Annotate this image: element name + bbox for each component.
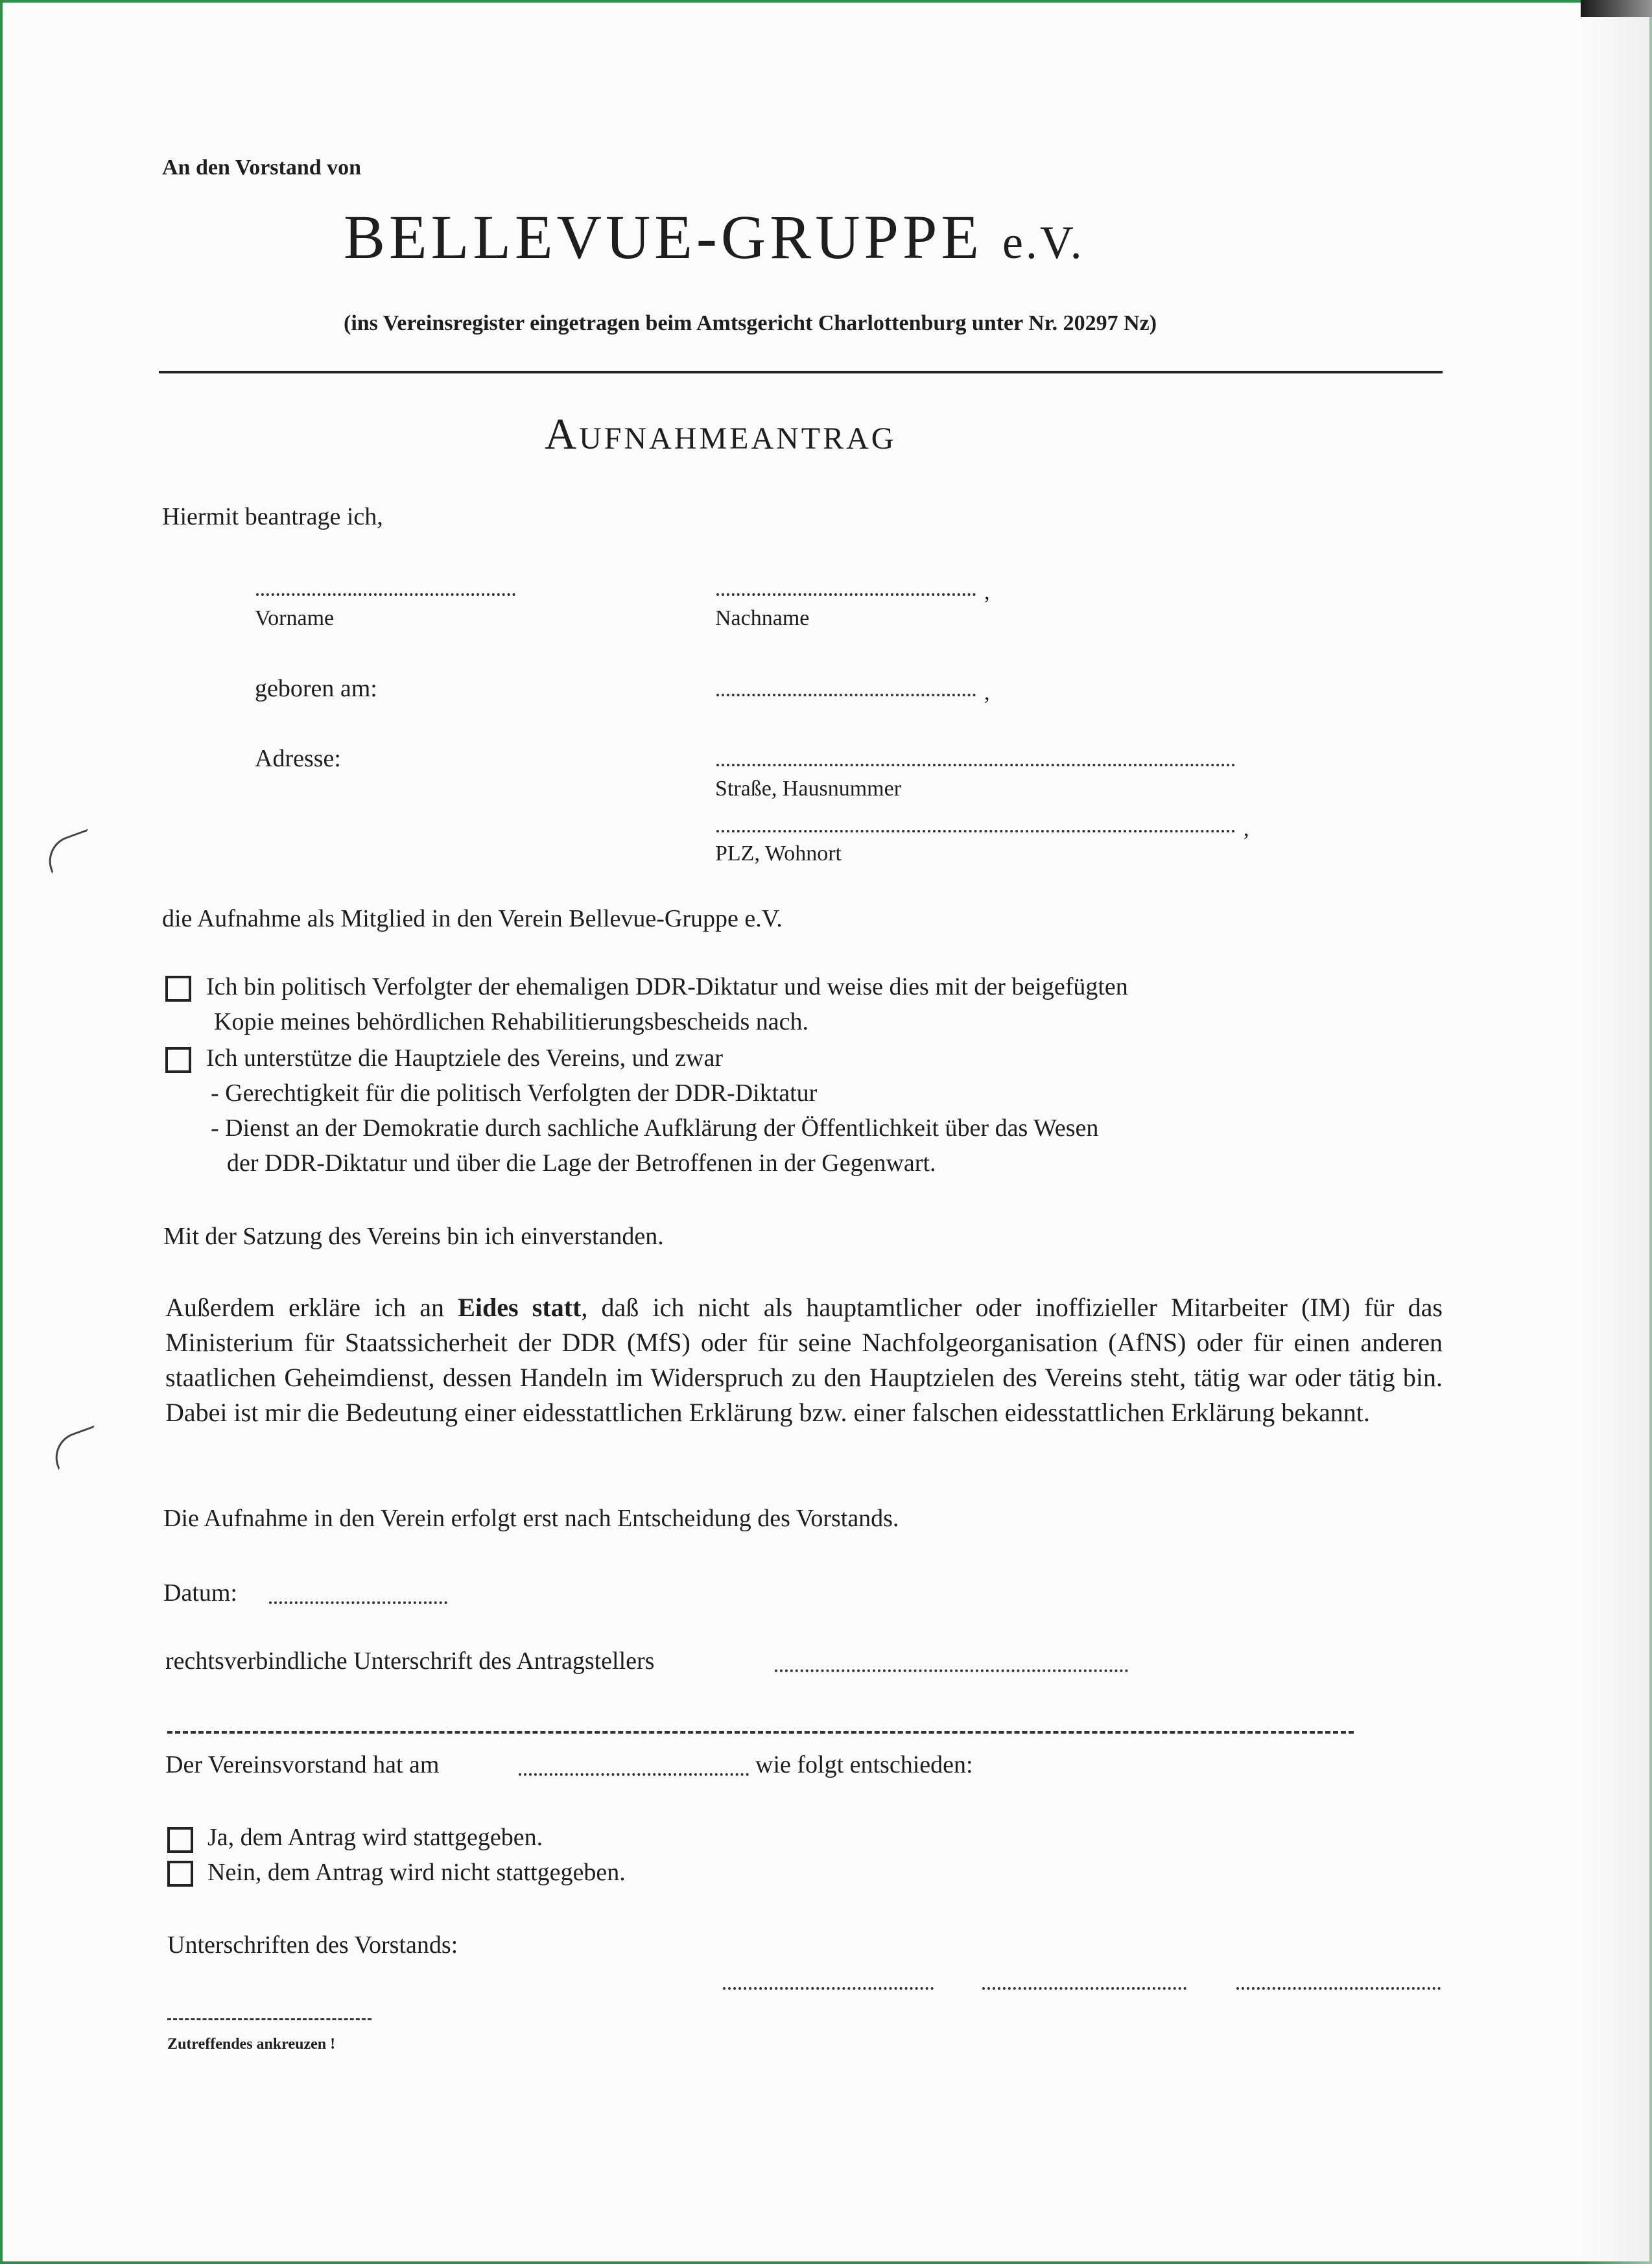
datum-label: Datum: <box>163 1579 237 1607</box>
header-divider <box>159 371 1443 373</box>
checkbox-politisch-verfolgt[interactable] <box>165 976 191 1002</box>
option1-line2: Kopie meines behördlichen Rehabilitierungsbescheids nach. <box>214 1008 809 1035</box>
org-name: BELLEVUE-GRUPPE <box>344 202 983 272</box>
checkbox-unterstuetzer[interactable] <box>165 1047 191 1073</box>
yes-option-label: Ja, dem Antrag wird stattgegeben. <box>207 1824 543 1851</box>
option2-bullet2-line1: - Dienst an der Demokratie durch sachliche Aufklärung der Öffentlichkeit über das Wesen <box>211 1114 1099 1142</box>
board-date-input[interactable] <box>519 1773 749 1776</box>
statute-agreement: Mit der Satzung des Vereins bin ich einverstanden. <box>163 1223 664 1250</box>
geburtsdatum-input[interactable] <box>716 694 976 696</box>
form-title: Aufnahmeantrag <box>545 409 897 458</box>
board-signature-2[interactable] <box>982 1987 1186 1990</box>
footnote: Zutreffendes ankreuzen ! <box>167 2036 336 2053</box>
intro-text: Hiermit beantrage ich, <box>162 503 383 530</box>
oath-rest: , daß ich nicht als hauptamtlicher oder inoffizieller Mitarbeiter (IM) für das Ministerium für Staatssicherheit der DDR (MfS) oder für seine Nachfolgeorganisation (AfNS) oder für einen anderen staatlichen Geheimdienst, dessen Handeln im Widerspruch zu den Hauptzielen des Vereins steht, tätig war oder tätig bin. Dabei ist mir die Bedeutung einer eidesstattlichen Erklärung bzw. einer falschen eidesstattlichen Erklärung bekannt. <box>165 1293 1443 1427</box>
strasse-input[interactable] <box>716 764 1235 766</box>
option2-line1: Ich unterstütze die Hauptziele des Vereins, und zwar <box>206 1044 723 1072</box>
punch-hole-mark-top <box>41 829 98 873</box>
plz-wohnort-input[interactable] <box>716 830 1235 832</box>
strasse-label: Straße, Hausnummer <box>715 777 902 801</box>
plz-label: PLZ, Wohnort <box>715 842 842 866</box>
scan-corner-mark <box>1581 0 1652 17</box>
oath-bold: Eides statt <box>458 1293 582 1322</box>
board-decided-suffix: wie folgt entschieden: <box>755 1751 973 1778</box>
footnote-divider <box>167 2018 372 2020</box>
recipient-line: An den Vorstand von <box>162 156 362 180</box>
checkbox-ja[interactable] <box>167 1827 193 1853</box>
membership-sentence: die Aufnahme als Mitglied in den Verein Bellevue-Gruppe e.V. <box>162 905 783 932</box>
option2-bullet1: - Gerechtigkeit für die politisch Verfolgten der DDR-Diktatur <box>211 1079 818 1107</box>
geboren-label: geboren am: <box>255 675 377 702</box>
option1-line1: Ich bin politisch Verfolgter der ehemaligen DDR-Diktatur und weise dies mit der beigefügten <box>206 973 1128 1000</box>
decision-note: Die Aufnahme in den Verein erfolgt erst nach Entscheidung des Vorstands. <box>163 1505 899 1532</box>
checkbox-nein[interactable] <box>167 1861 193 1887</box>
nachname-label: Nachname <box>715 606 810 630</box>
section-divider <box>167 1731 1354 1734</box>
board-signatures-label: Unterschriften des Vorstands: <box>167 1931 458 1959</box>
org-title <box>344 201 1085 273</box>
no-option-label: Nein, dem Antrag wird nicht stattgegeben. <box>207 1859 626 1886</box>
board-decided-prefix: Der Vereinsvorstand hat am <box>165 1751 440 1778</box>
datum-input[interactable] <box>269 1601 447 1604</box>
vorname-input[interactable] <box>256 593 515 596</box>
oath-prefix: Außerdem erkläre ich an <box>165 1293 458 1322</box>
board-signature-1[interactable] <box>723 1987 934 1990</box>
nachname-comma: , <box>984 580 990 604</box>
oath-paragraph <box>165 1290 1443 1430</box>
plz-comma: , <box>1244 817 1249 841</box>
signature-label: rechtsverbindliche Unterschrift des Antragstellers <box>165 1647 655 1675</box>
punch-hole-mark-bottom <box>48 1425 104 1470</box>
vorname-label: Vorname <box>255 606 335 630</box>
geboren-comma: , <box>984 681 990 705</box>
registry-note: (ins Vereinsregister eingetragen beim Amtsgericht Charlottenburg unter Nr. 20297 Nz) <box>344 311 1157 335</box>
adresse-label: Adresse: <box>255 745 341 772</box>
board-signature-3[interactable] <box>1236 1987 1441 1990</box>
signature-input[interactable] <box>775 1669 1128 1672</box>
nachname-input[interactable] <box>716 593 976 596</box>
org-suffix: e.V. <box>1002 217 1085 268</box>
option2-bullet2-line2: der DDR-Diktatur und über die Lage der Betroffenen in der Gegenwart. <box>227 1150 936 1177</box>
